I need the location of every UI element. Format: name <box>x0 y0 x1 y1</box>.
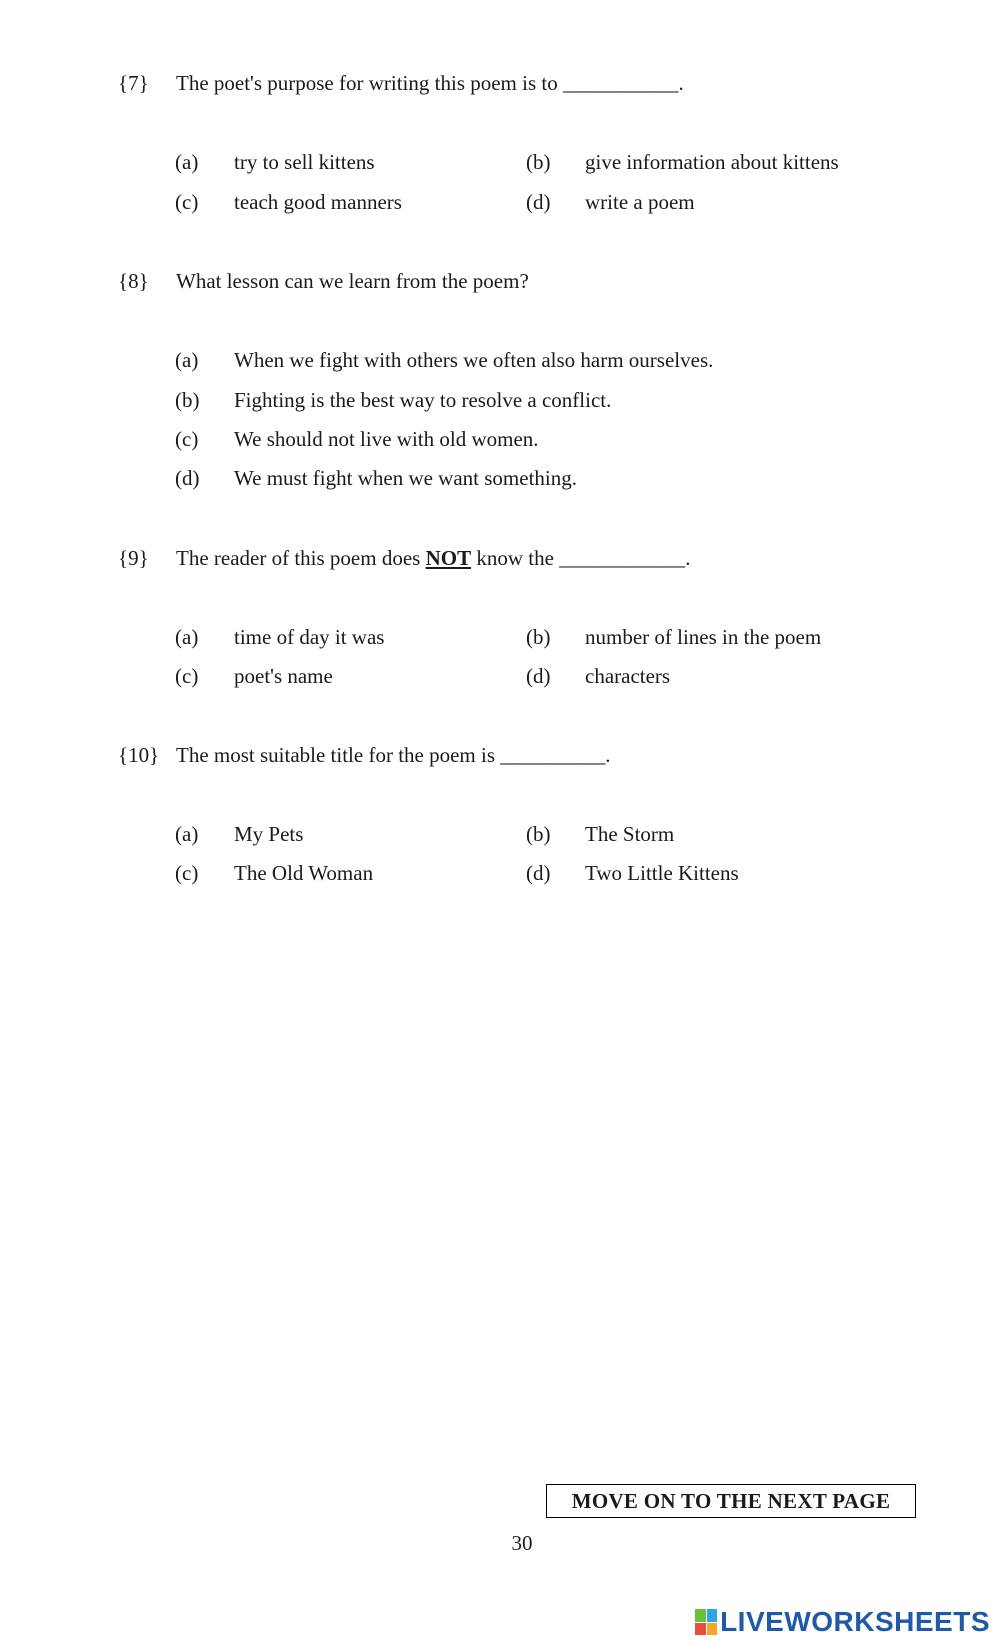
option-10d[interactable] <box>526 860 739 886</box>
option-text: We must fight when we want something. <box>234 466 578 490</box>
option-text: time of day it was <box>234 625 385 649</box>
option-letter: (b) <box>175 388 200 412</box>
answer-blank: ___________. <box>562 71 684 95</box>
option-7c[interactable] <box>175 189 402 215</box>
option-text: My Pets <box>234 822 304 846</box>
brand-name: LIVEWORKSHEETS <box>720 1606 990 1637</box>
question-stem: The most suitable title for the poem is <box>176 743 496 767</box>
option-text: teach good manners <box>234 190 402 214</box>
option-8a[interactable] <box>175 347 713 373</box>
option-8d[interactable] <box>175 465 577 491</box>
question-stem-before: The reader of this poem does <box>176 546 421 570</box>
option-10a[interactable] <box>175 821 303 847</box>
answer-blank: __________. <box>500 743 611 767</box>
option-9b[interactable] <box>526 624 821 650</box>
option-letter: (c) <box>175 861 199 885</box>
question-7 <box>118 70 684 96</box>
page-number: 30 <box>511 1531 533 1555</box>
option-letter: (a) <box>175 150 199 174</box>
liveworksheets-logo-icon <box>695 1609 717 1635</box>
option-letter: (c) <box>175 664 199 688</box>
option-text: poet's name <box>234 664 333 688</box>
liveworksheets-brand <box>695 1605 990 1639</box>
option-text: Two Little Kittens <box>585 861 739 885</box>
option-letter: (d) <box>526 664 551 688</box>
option-9d[interactable] <box>526 663 670 689</box>
question-number: {7} <box>118 71 149 95</box>
option-letter: (d) <box>526 190 551 214</box>
option-10b[interactable] <box>526 821 674 847</box>
option-7b[interactable] <box>526 149 839 175</box>
next-page-notice: MOVE ON TO THE NEXT PAGE <box>546 1484 916 1518</box>
option-letter: (d) <box>526 861 551 885</box>
option-letter: (a) <box>175 822 199 846</box>
option-text: We should not live with old women. <box>234 427 539 451</box>
option-10c[interactable] <box>175 860 373 886</box>
option-text: write a poem <box>585 190 695 214</box>
answer-blank: ____________. <box>559 546 691 570</box>
option-letter: (c) <box>175 427 199 451</box>
option-letter: (a) <box>175 348 199 372</box>
question-8 <box>118 268 529 294</box>
option-text: give information about kittens <box>585 150 839 174</box>
question-10 <box>118 742 611 768</box>
option-9c[interactable] <box>175 663 333 689</box>
question-stem: The poet's purpose for writing this poem is to <box>176 71 558 95</box>
question-number: {9} <box>118 546 149 570</box>
emphasis-word: NOT <box>425 546 472 570</box>
option-text: When we fight with others we often also harm ourselves. <box>234 348 714 372</box>
question-number: {10} <box>118 743 160 767</box>
option-text: number of lines in the poem <box>585 625 822 649</box>
option-text: The Storm <box>585 822 675 846</box>
option-text: The Old Woman <box>234 861 374 885</box>
option-text: Fighting is the best way to resolve a conflict. <box>234 388 612 412</box>
question-9 <box>118 545 690 571</box>
option-7a[interactable] <box>175 149 375 175</box>
question-stem: What lesson can we learn from the poem? <box>176 269 529 293</box>
option-letter: (b) <box>526 625 551 649</box>
option-9a[interactable] <box>175 624 384 650</box>
option-7d[interactable] <box>526 189 695 215</box>
option-letter: (b) <box>526 150 551 174</box>
option-text: characters <box>585 664 671 688</box>
question-stem-after: know the <box>476 546 554 570</box>
option-letter: (b) <box>526 822 551 846</box>
option-letter: (d) <box>175 466 200 490</box>
option-text: try to sell kittens <box>234 150 375 174</box>
question-number: {8} <box>118 269 149 293</box>
option-letter: (c) <box>175 190 199 214</box>
option-8c[interactable] <box>175 426 539 452</box>
option-letter: (a) <box>175 625 199 649</box>
option-8b[interactable] <box>175 387 611 413</box>
